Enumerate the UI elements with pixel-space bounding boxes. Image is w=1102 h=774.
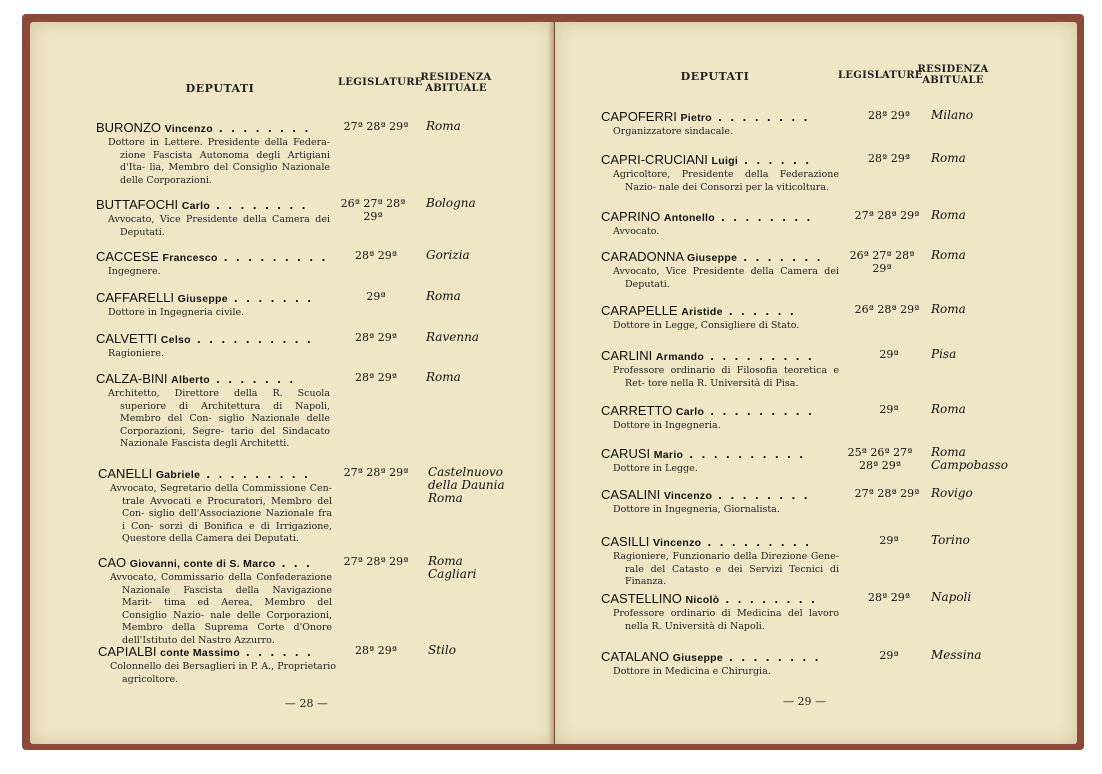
deputy-name: CACCESE Francesco . . . . . . . . . (96, 249, 328, 264)
deputy-residence: Roma (426, 119, 461, 133)
deputy-legislature: 28ª 29ª (355, 371, 397, 384)
deputy-description: Dottore in Ingegneria. (613, 420, 721, 431)
deputy-legislature: 27ª 28ª 29ª (343, 466, 409, 479)
deputy-description: Avvocato, Commissario della Confederazione Nazionale Fascista della Navigazione Marit- tima ed Aerea, Membro del Consiglio Nazio- nale delle Corporazioni, Membro della Suprema Corte d'Onore dell'Istituto del Nastro Azzurro. (110, 572, 332, 646)
deputy-legislature: 27ª 28ª 29ª (343, 555, 409, 568)
deputy-description: Avvocato. (613, 226, 660, 237)
deputy-name: CALVETTI Celso . . . . . . . . . . (96, 331, 314, 346)
deputy-legislature: 28ª 29ª (355, 644, 397, 657)
deputy-residence: Roma Campobasso (931, 445, 1008, 472)
deputy-legislature: 27ª 28ª 29ª (343, 120, 409, 133)
deputy-legislature: 29ª (366, 290, 386, 303)
deputy-name: CATALANO Giuseppe . . . . . . . . (601, 649, 821, 664)
deputy-residence: Bologna (426, 196, 476, 210)
deputy-residence: Roma (931, 402, 966, 416)
deputy-description: Architetto, Direttore della R. Scuola superiore di Architettura di Napoli, Membro del Con- siglio Nazionale delle Corporazioni, Segre- tario del Sindacato Nazionale Fascista degli Architetti. (108, 388, 330, 450)
deputy-description: Dottore in Medicina e Chirurgia. (613, 666, 771, 677)
deputy-residence: Torino (931, 533, 970, 547)
deputy-name: CARRETTO Carlo . . . . . . . . . (601, 403, 815, 418)
deputy-legislature: 28ª 29ª (868, 109, 910, 122)
deputy-legislature: 28ª 29ª (868, 591, 910, 604)
deputy-residence: Ravenna (426, 330, 479, 344)
deputy-name: CAO Giovanni, conte di S. Marco . . . (98, 555, 313, 570)
header-residenza-line1: RESIDENZA (917, 64, 989, 75)
deputy-name: CAPOFERRI Pietro . . . . . . . . (601, 109, 810, 124)
deputy-residence: Roma (426, 370, 461, 384)
deputy-description: Organizzatore sindacale. (613, 126, 734, 137)
deputy-description: Avvocato, Vice Presidente della Camera dei Deputati. (108, 214, 330, 238)
deputy-residence: Roma (931, 302, 966, 316)
header-deputati: DEPUTATI (680, 70, 750, 83)
header-residenza-line1: RESIDENZA (420, 72, 492, 83)
deputy-name: CAFFARELLI Giuseppe . . . . . . . (96, 290, 314, 305)
page-number: — 29 — (783, 695, 826, 708)
deputy-legislature: 27ª 28ª 29ª (854, 209, 920, 222)
page-number: — 28 — (285, 697, 328, 710)
deputy-legislature: 29ª (879, 403, 899, 416)
deputy-residence: Roma (931, 151, 966, 165)
deputy-legislature: 28ª 29ª (868, 152, 910, 165)
left-page (30, 22, 554, 744)
deputy-residence: Rovigo (931, 486, 973, 500)
deputy-description: Dottore in Legge. (613, 463, 698, 474)
header-residenza-line2: ABITUALE (922, 75, 984, 86)
deputy-description: Avvocato, Segretario della Commissione Cen- trale Avvocati e Procuratori, Membro del Con- siglio dell'Associazione Nazionale fra i Con- sorzi di Bonifica e di Irrigazione, Questore della Camera dei Deputati. (110, 483, 332, 545)
deputy-residence: Messina (931, 648, 982, 662)
deputy-description: Colonnello dei Bersaglieri in P. A., Proprietario agricoltore. (110, 661, 336, 685)
deputy-description: Dottore in Legge, Consigliere di Stato. (613, 320, 800, 331)
header-residenza (420, 72, 492, 94)
deputy-legislature: 26ª 27ª 28ª 29ª (340, 197, 406, 223)
deputy-residence: Gorizia (426, 248, 470, 262)
deputy-legislature: 29ª (879, 534, 899, 547)
deputy-name: CARUSI Mario . . . . . . . . . . (601, 446, 806, 461)
deputy-name: CAPRINO Antonello . . . . . . . . (601, 209, 813, 224)
deputy-residence: Roma (931, 208, 966, 222)
deputy-name: CARAPELLE Aristide . . . . . . (601, 303, 797, 318)
deputy-description: Dottore in Ingegneria civile. (108, 307, 245, 318)
deputy-residence: Castelnuovo della Daunia Roma (428, 465, 505, 505)
deputy-residence: Roma (931, 248, 966, 262)
deputy-residence: Stilo (428, 643, 456, 657)
deputy-legislature: 29ª (879, 348, 899, 361)
deputy-name: CANELLI Gabriele . . . . . . . . . (98, 466, 311, 481)
deputy-legislature: 26ª 27ª 28ª 29ª (849, 249, 915, 275)
deputy-residence: Roma Cagliari (428, 554, 477, 581)
deputy-name: CALZA-BINI Alberto . . . . . . . (96, 371, 296, 386)
deputy-description: Avvocato, Vice Presidente della Camera dei Deputati. (613, 266, 839, 290)
deputy-description: Dottore in Lettere. Presidente della Federa- zione Fascista Autonoma degli Artigiani d'Ita- lia, Membro del Consiglio Nazionale delle Corporazioni. (108, 137, 330, 186)
deputy-description: Dottore in Ingegneria, Giornalista. (613, 504, 780, 515)
deputy-name: BUTTAFOCHI Carlo . . . . . . . . (96, 197, 308, 212)
header-deputati: DEPUTATI (185, 82, 255, 95)
right-page (555, 22, 1077, 744)
deputy-residence: Napoli (931, 590, 972, 604)
header-legislature: LEGISLATURE (838, 70, 923, 81)
deputy-legislature: 28ª 29ª (355, 249, 397, 262)
deputy-legislature: 26ª 28ª 29ª (854, 303, 920, 316)
deputy-name: CASTELLINO Nicolò . . . . . . . . (601, 591, 818, 606)
deputy-residence: Pisa (931, 347, 957, 361)
deputy-residence: Milano (931, 108, 974, 122)
deputy-description: Professore ordinario di Medicina del lavoro nella R. Università di Napoli. (613, 608, 839, 632)
deputy-name: BURONZO Vincenzo . . . . . . . . (96, 120, 311, 135)
deputy-name: CAPRI-CRUCIANI Luigi . . . . . . (601, 152, 812, 167)
deputy-legislature: 27ª 28ª 29ª (854, 487, 920, 500)
deputy-residence: Roma (426, 289, 461, 303)
deputy-name: CARLINI Armando . . . . . . . . . (601, 348, 815, 363)
deputy-legislature: 28ª 29ª (355, 331, 397, 344)
deputy-name: CASALINI Vincenzo . . . . . . . . (601, 487, 810, 502)
deputy-legislature: 25ª 26ª 27ª 28ª 29ª (847, 446, 913, 472)
deputy-description: Professore ordinario di Filosofia teoretica e Ret- tore nella R. Università di Pisa. (613, 365, 839, 389)
deputy-description: Ragioniere. (108, 348, 164, 359)
deputy-description: Ingegnere. (108, 266, 161, 277)
header-residenza (917, 64, 989, 86)
deputy-legislature: 29ª (879, 649, 899, 662)
deputy-name: CARADONNA Giuseppe . . . . . . . (601, 249, 823, 264)
deputy-name: CAPIALBI conte Massimo . . . . . . (98, 644, 314, 659)
header-legislature: LEGISLATURE (338, 77, 423, 88)
header-residenza-line2: ABITUALE (425, 83, 487, 94)
deputy-name: CASILLI Vincenzo . . . . . . . . . (601, 534, 812, 549)
deputy-description: Ragioniere, Funzionario della Direzione Gene- rale del Catasto e dei Servizi Tecnici di Finanza. (613, 551, 839, 588)
deputy-description: Agricoltore, Presidente della Federazione Nazio- nale dei Consorzi per la viticoltura. (613, 169, 839, 193)
